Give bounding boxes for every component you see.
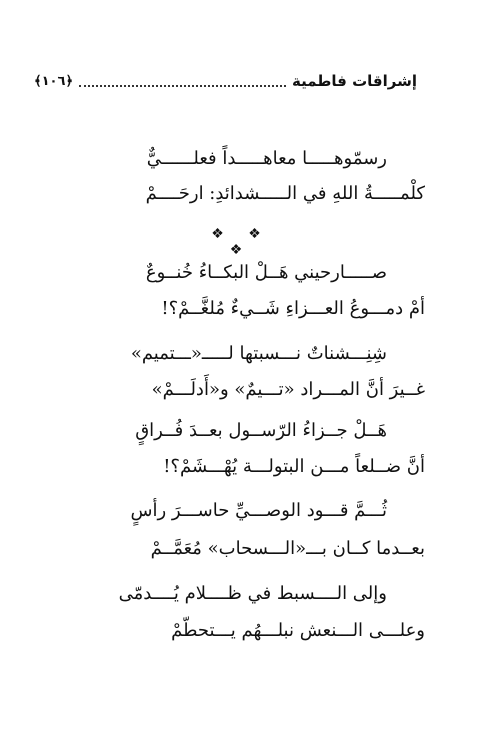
verse-line-8: أنَّ ضــلعاً مـــن البتولـــة يُهْـــشَمْ؟!: [163, 456, 425, 477]
verse-line-3: صـــــارحيني هَــلْ البكــاءُ خُنــوعٌ: [145, 262, 387, 283]
section-separator: ❖ ❖ ❖: [211, 226, 271, 258]
verse-line-9: ثُـــمَّ قـــود الوصـــيِّ حاســـرَ رأسٍ: [130, 500, 387, 521]
page-number: ﴿١٠٦﴾: [34, 73, 74, 89]
verse-line-6: غــيرَ أنَّ المـــراد «تـــيمٌ» و«أَدلَـــمْ»: [151, 379, 425, 400]
book-title: إشراقات فاطمية: [292, 72, 417, 90]
verse-line-5: شِنِـــشناتٌ نـــسبتها لـــــ«ـــتميم»: [130, 343, 387, 364]
verse-line-2: كلْمـــــةُ اللهِ في الـــــشدائدِ: ارحَــــمْ: [145, 183, 425, 204]
verse-line-11: وإلى الــــسبط في ظــــلام يُــــدمّى: [118, 583, 387, 604]
verse-line-1: رسمّوهـــــا معاهـــــداً فعلــــــيٌّ: [146, 148, 387, 169]
verse-line-7: هَــلْ جــزاءُ الرّســول بعــدَ فُــراقٍ: [135, 420, 387, 441]
running-header: [34, 70, 417, 92]
verse-line-12: وعلـــى الـــنعش نبلـــهُم يـــتحطّمْ: [171, 620, 425, 641]
dotted-leader: [79, 75, 286, 87]
verse-line-4: أمْ دمـــوعُ العـــزاءِ شَــيءٌ مُلغَّــمْ؟!: [161, 298, 425, 319]
verse-line-10: بعــدما كــان بـــ«الـــسحاب» مُعَمَّــمْ: [150, 538, 425, 559]
